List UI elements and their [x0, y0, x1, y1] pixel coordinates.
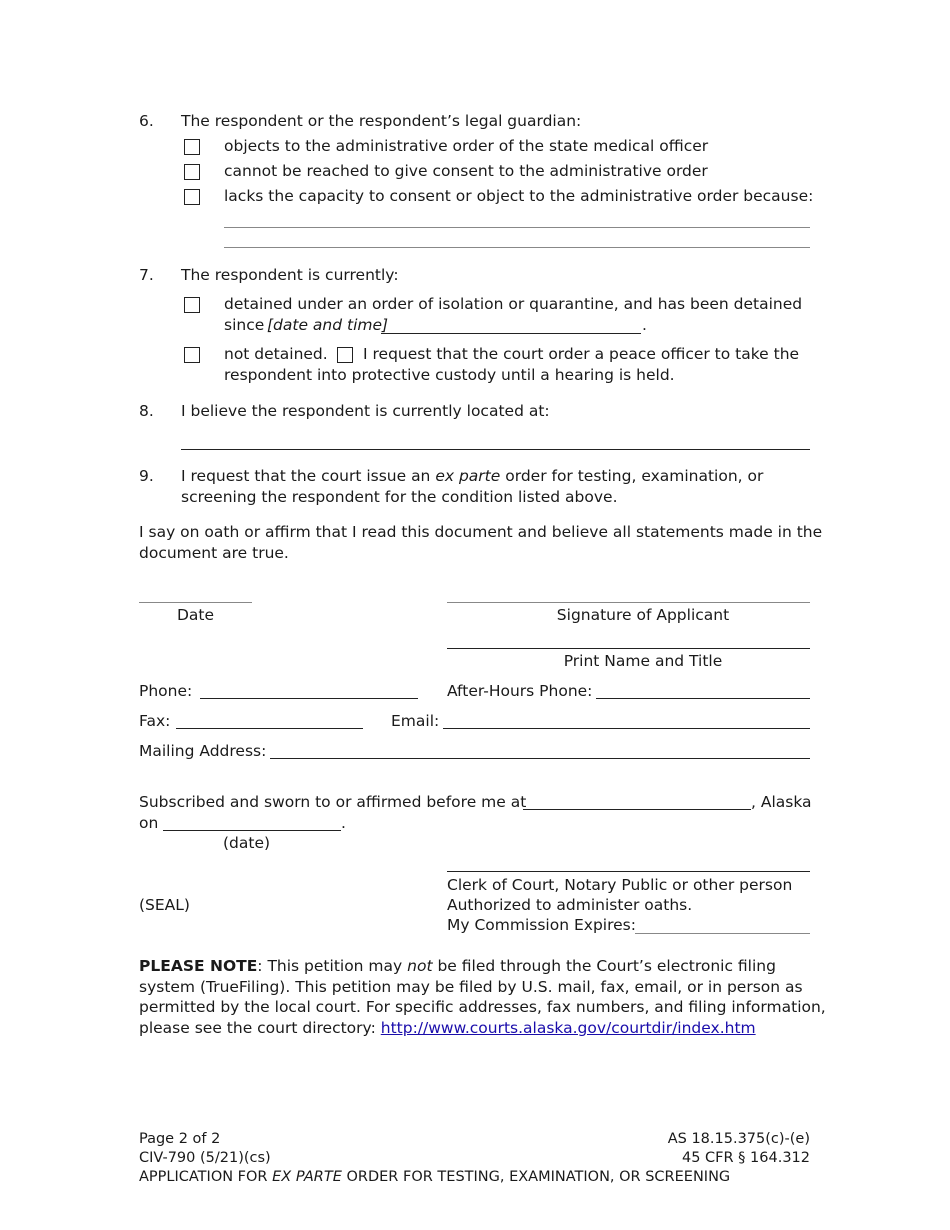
item-9-line2: screening the respondent for the condition listed above.: [181, 488, 618, 506]
print-name-field[interactable]: [447, 648, 810, 649]
item-7-lead: The respondent is currently:: [181, 266, 399, 284]
fax-label: Fax:: [139, 712, 171, 730]
location-field[interactable]: [181, 449, 810, 450]
option-lacks-capacity: lacks the capacity to consent or object to the administrative order because:: [224, 187, 814, 205]
date-field[interactable]: [139, 602, 252, 603]
footer-cfr: 45 CFR § 164.312: [681, 1150, 810, 1166]
custody-request-line1: I request that the court order a peace officer to take the: [363, 345, 800, 363]
not-detained-text: not detained.: [224, 345, 328, 363]
item-9-number: 9.: [139, 467, 154, 485]
note-line3: permitted by the local court. For specific addresses, fax numbers, and filing information,: [139, 998, 826, 1016]
on-label: on: [139, 814, 159, 832]
sworn-date-field[interactable]: [163, 830, 341, 831]
oath-line1: I say on oath or affirm that I read this document and believe all statements made in the: [139, 523, 823, 541]
reason-line-2[interactable]: [224, 247, 810, 248]
signature-field[interactable]: [447, 602, 810, 603]
checkbox-not-detained[interactable]: [184, 347, 200, 363]
footer-form-number: CIV-790 (5/21)(cs): [139, 1150, 271, 1166]
item-7-number: 7.: [139, 266, 154, 284]
option-objects: objects to the administrative order of the state medical officer: [224, 137, 709, 155]
footer-form-title: APPLICATION FOR EX PARTE ORDER FOR TESTING, EXAMINATION, OR SCREENING: [139, 1169, 731, 1185]
fax-field[interactable]: [176, 728, 363, 729]
clerk-line2: Authorized to administer oaths.: [447, 896, 693, 914]
detained-since-field[interactable]: [381, 333, 641, 334]
detained-text: detained under an order of isolation or quarantine, and has been detained: [224, 295, 803, 313]
checkbox-cannot-be-reached[interactable]: [184, 164, 200, 180]
after-hours-label: After-Hours Phone:: [447, 682, 593, 700]
note-line2: system (TrueFiling). This petition may be filed by U.S. mail, fax, email, or in person as: [139, 978, 803, 996]
seal-label: (SEAL): [139, 896, 190, 914]
note-line4: please see the court directory: http://www.courts.alaska.gov/courtdir/index.htm: [139, 1019, 756, 1037]
oath-line2: document are true.: [139, 544, 289, 562]
clerk-signature-field[interactable]: [447, 871, 810, 872]
phone-field[interactable]: [200, 698, 418, 699]
commission-field[interactable]: [635, 933, 810, 934]
item-6-number: 6.: [139, 112, 154, 130]
item-9-line1: I request that the court issue an ex parte order for testing, examination, or: [181, 467, 764, 485]
print-name-label: Print Name and Title: [563, 652, 723, 670]
phone-label: Phone:: [139, 682, 193, 700]
sworn-period: .: [341, 814, 346, 832]
date-label: Date: [176, 606, 215, 624]
item-8-lead: I believe the respondent is currently located at:: [181, 402, 550, 420]
item-8-number: 8.: [139, 402, 154, 420]
mailing-field[interactable]: [270, 758, 810, 759]
checkbox-lacks-capacity[interactable]: [184, 189, 200, 205]
checkbox-objects[interactable]: [184, 139, 200, 155]
sworn-text: Subscribed and sworn to or affirmed before me at: [139, 793, 527, 811]
footer-page: Page 2 of 2: [139, 1131, 221, 1147]
item-6-lead: The respondent or the respondent’s legal guardian:: [181, 112, 582, 130]
checkbox-protective-custody[interactable]: [337, 347, 353, 363]
footer-statute: AS 18.15.375(c)-(e): [667, 1131, 810, 1147]
court-directory-link[interactable]: http://www.courts.alaska.gov/courtdir/index.htm: [380, 1019, 756, 1037]
sworn-alaska: , Alaska: [751, 793, 812, 811]
clerk-line1: Clerk of Court, Notary Public or other person: [447, 876, 793, 894]
after-hours-field[interactable]: [596, 698, 810, 699]
signature-label: Signature of Applicant: [556, 606, 730, 624]
checkbox-detained[interactable]: [184, 297, 200, 313]
custody-request-line2: respondent into protective custody until a hearing is held.: [224, 366, 675, 384]
date-time-hint: [date and time]: [267, 316, 389, 334]
email-field[interactable]: [443, 728, 810, 729]
reason-line-1[interactable]: [224, 227, 810, 228]
date-hint: (date): [223, 834, 271, 852]
option-cannot-be-reached: cannot be reached to give consent to the administrative order: [224, 162, 708, 180]
note-line1: PLEASE NOTE: This petition may not be filed through the Court’s electronic filing: [139, 957, 776, 975]
detained-period: .: [642, 316, 647, 334]
commission-label: My Commission Expires:: [447, 916, 636, 934]
email-label: Email:: [391, 712, 440, 730]
mailing-label: Mailing Address:: [139, 742, 267, 760]
detained-since-label: since: [224, 316, 265, 334]
sworn-location-field[interactable]: [523, 809, 751, 810]
